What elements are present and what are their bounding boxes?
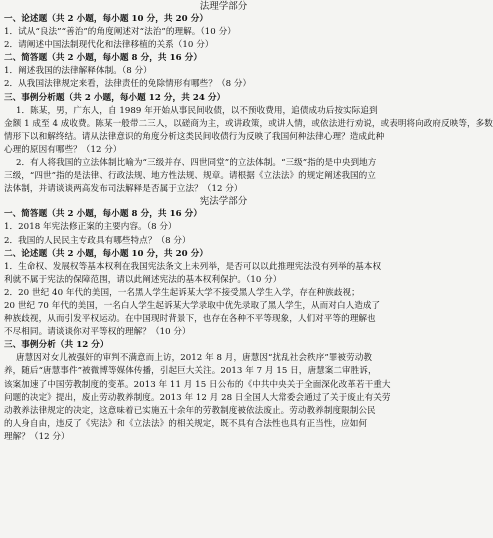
question-line: 理解？（12 分） (4, 431, 70, 442)
question-line: 2．请阐述中国法制现代化和法律移植的关系（10 分） (4, 40, 214, 51)
part1-sec2-heading: 二、简答题（共 2 小题，每小题 8 分，共 16 分） (4, 53, 202, 64)
question-line: 1．2018 年宪法修正案的主要内容。（8 分） (4, 222, 177, 233)
question-line: 动教养法律规定的决定，这意味着已实施五十余年的劳教制度被依法废止。劳动教养制度限制公民 (4, 405, 376, 416)
question-line: 心理的原因有哪些？（12 分） (4, 144, 122, 155)
part1-sec3-heading: 三、事例分析题（共 2 小题，每小题 12 分，共 24 分） (4, 92, 226, 103)
question-line: 种族歧视，从而引发平权运动。在中国现时背景下，也存在各种不平等现象，人们对平等的理解也 (4, 314, 376, 325)
question-line: 不尽相同。请谈谈你对平等权的理解？（10 分） (4, 327, 191, 338)
part2-sec3-heading: 三、事例分析（共 12 分） (4, 340, 109, 351)
question-line: 问题的决定》提出，废止劳动教养制度。2013 年 12 月 28 日全国人大常委会通过了关于废止有关劳 (4, 392, 391, 403)
question-line: 2．从我国法律规定来看，法律责任的免除情形有哪些？（8 分） (4, 79, 252, 90)
part2-title: 宪法学部分 (199, 196, 248, 208)
question-line: 情形下以和解终结。请从法律意识的角度分析这类民间收债行为反映了我国何种法律心理？造成此种 (4, 131, 385, 142)
part2-sec2-heading: 二、论述题（共 2 小题，每小题 10 分，共 20 分） (4, 248, 208, 259)
question-line: 唐慧因对女儿被强奸的审判不满意而上访，2012 年 8 月，唐慧因“扰乱社会秩序”罪被劳动教 (16, 353, 372, 364)
question-line: 三级，“四世”指的是法律、行政法规、地方性法规、规章。请根据《立法法》的规定阐述我国的立 (4, 171, 376, 182)
question-line: 1．试从“良法”“善治”的角度阐述对“法治”的理解。（10 分） (4, 27, 236, 38)
question-line: 20 世纪 70 年代的美国，一名白人学生起诉某大学录取中优先录取了黑人学生，从而对白人造成了 (4, 300, 381, 311)
question-line: 2．有人将我国的立法体制比喻为“三级并存、四世同堂”的立法体制。“三级”指的是中央到地方 (16, 158, 377, 169)
question-line: 该案加速了中国劳教制度的变革。2013 年 11 月 15 日公布的《中共中央关于全面深化改革若干重大 (4, 379, 391, 390)
question-line: 1．阐述我国的法律解释体制。（8 分） (4, 66, 152, 77)
question-line: 利就不属于宪法的保障范围，请以此阐述宪法的基本权利保护。（10 分） (4, 274, 282, 285)
part1-sec1-heading: 一、论述题（共 2 小题，每小题 10 分，共 20 分） (4, 14, 208, 24)
question-line: 的人身自由，违反了《宪法》和《立法法》的相关规定，既不具有合法性也具有正当性，应如何 (4, 418, 368, 429)
part2-sec1-heading: 一、简答题（共 2 小题，每小题 8 分，共 16 分） (4, 209, 202, 220)
question-line: 养，随后“唐慧事件”被微博等媒体传播，引起巨大关注。2013 年 7 月 15 日，唐慧案二审胜诉， (4, 366, 377, 377)
question-line: 1．陈某，男，广东人，自 1989 年开始从事民间收债，以不预收费用，追债成功后按实际追到 (16, 105, 378, 116)
question-line: 2．20 世纪 40 年代的美国，一名黑人学生起诉某大学不接受黑人学生入学，存在种族歧视； (4, 287, 360, 298)
part1-title: 法理学部分 (199, 1, 248, 12)
question-line: 1．生命权、发展权等基本权利在我国宪法条文上未列举，是否可以以此推理宪法没有列举的基本权 (4, 261, 382, 272)
question-line: 金额 1 成至 4 成收费。陈某一般带二三人，以磋商为主，或讲政策，或讲人情，或依法进行劝说，或表明将向政府反映等，多数 (4, 118, 493, 129)
question-line: 法体制，并请谈谈两高发布司法解释是否属于立法？（12 分） (4, 184, 243, 195)
question-line: 2．我国的人民民主专政具有哪些特点？（8 分） (4, 235, 191, 246)
